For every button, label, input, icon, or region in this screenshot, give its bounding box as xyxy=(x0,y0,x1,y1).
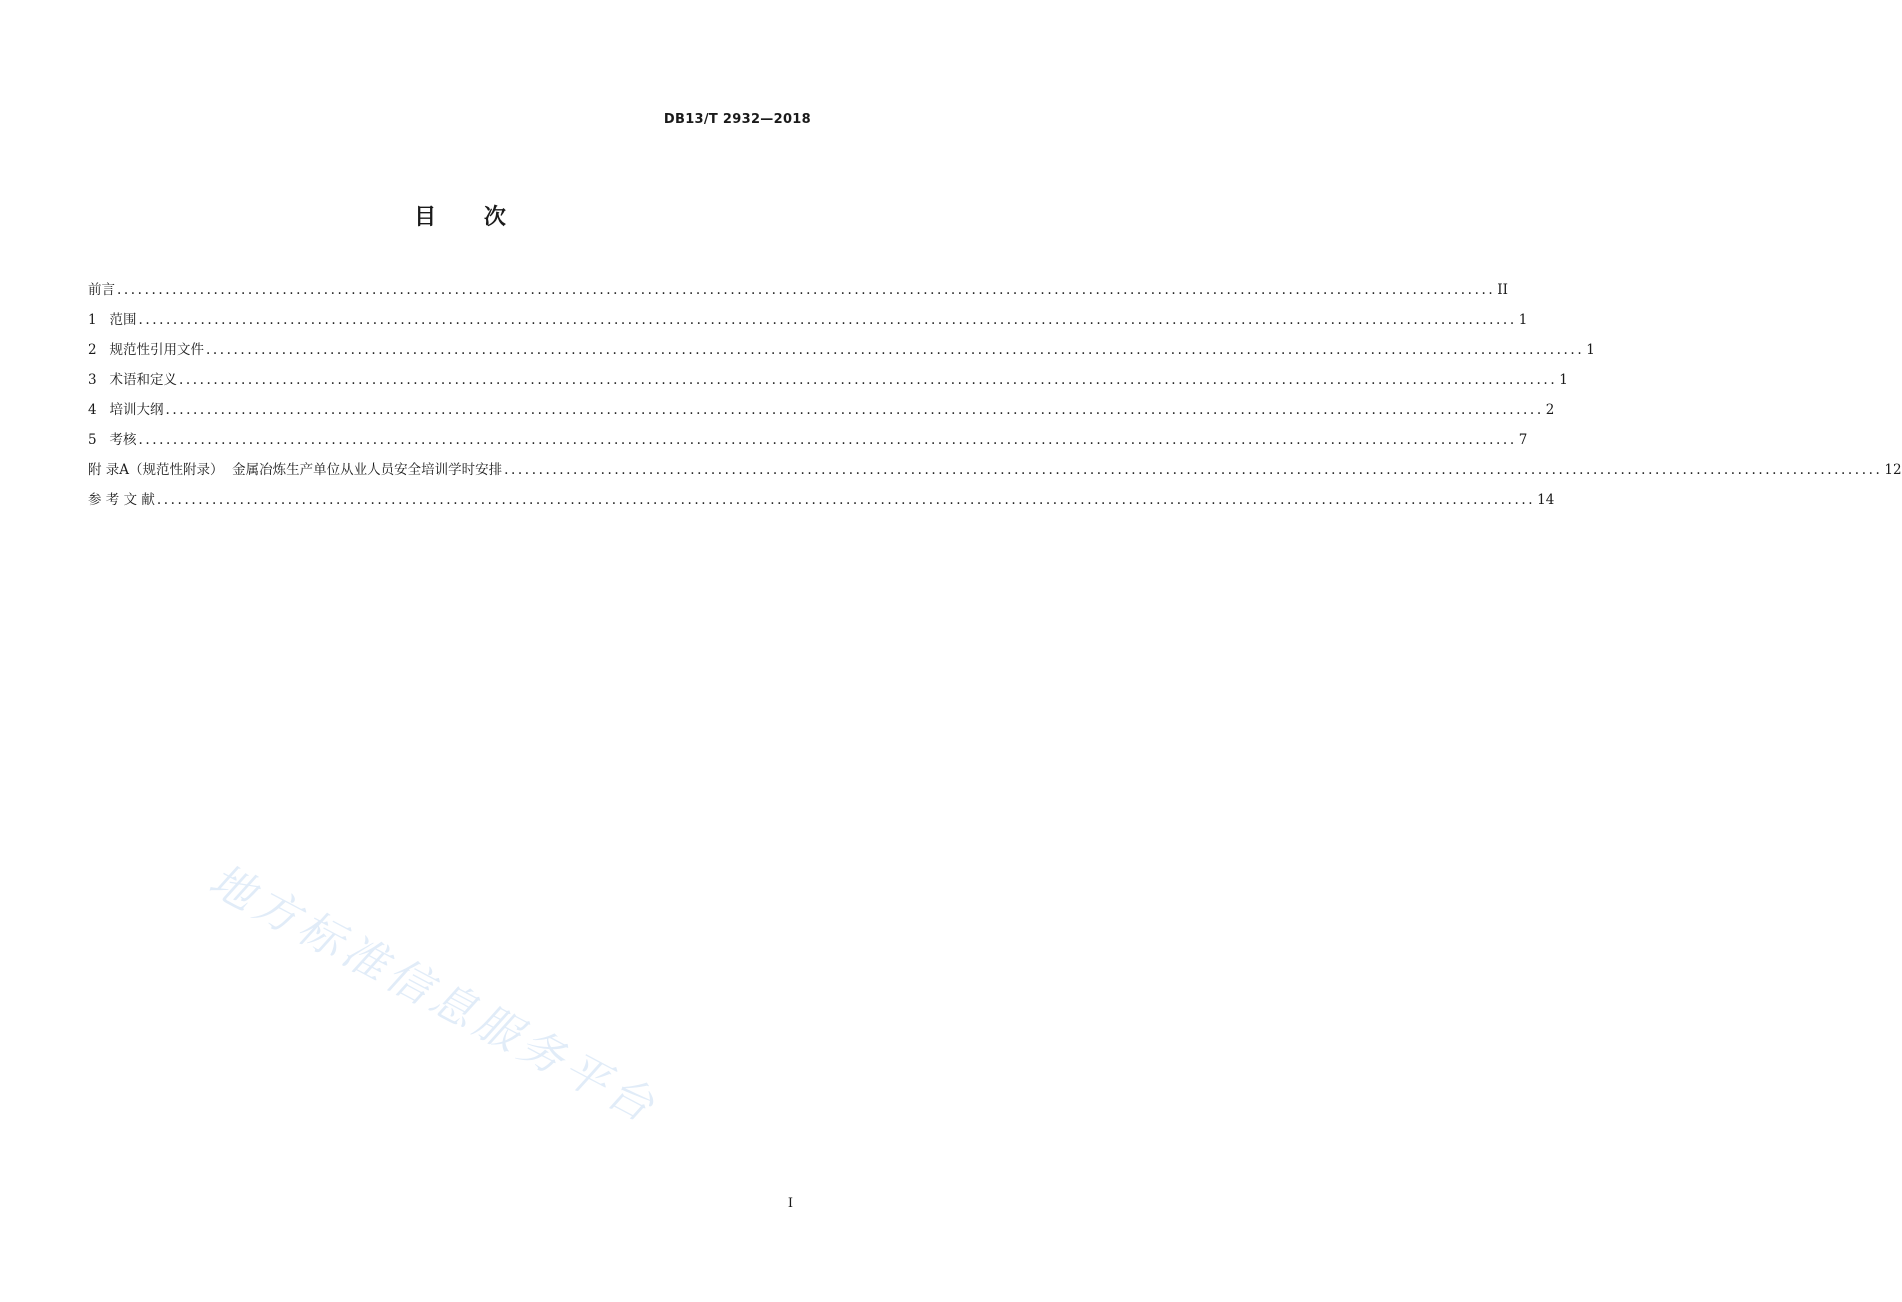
toc-leader-dots: ........................................................................................................................................................................................................ xyxy=(165,402,1544,418)
toc-leader-dots: ........................................................................................................................................................................................................ xyxy=(156,492,1536,508)
toc-leader-dots: ........................................................................................................................................................................................................ xyxy=(138,312,1517,328)
page-number: I xyxy=(787,1196,793,1211)
toc-leader-dots: ........................................................................................................................................................................................................ xyxy=(138,432,1517,448)
toc-entry-page: 2 xyxy=(1545,402,1555,418)
page-title: 目 次 xyxy=(414,205,526,230)
toc-entry-label: 2 规范性引用文件 xyxy=(88,342,204,358)
toc-entry-label: 1 范围 xyxy=(88,312,137,328)
toc-entry-assessment[interactable] xyxy=(88,429,1528,459)
toc-entry-foreword[interactable] xyxy=(88,279,1508,309)
toc-leader-dots: ........................................................................................................................................................................................................ xyxy=(504,462,1883,478)
watermark: 地方标准信息服务平台 xyxy=(200,854,667,1135)
toc-entry-normative-references[interactable] xyxy=(88,339,1595,369)
toc-entry-label: 前言 xyxy=(88,282,115,298)
table-of-contents xyxy=(88,279,1902,519)
toc-entry-appendix-a[interactable] xyxy=(88,459,1902,489)
toc-leader-dots: ........................................................................................................................................................................................................ xyxy=(117,282,1496,298)
toc-entry-label: 4 培训大纲 xyxy=(88,402,164,418)
toc-entry-page: 1 xyxy=(1559,372,1568,388)
toc-entry-page: 7 xyxy=(1518,432,1528,448)
toc-leader-dots: ........................................................................................................................................................................................................ xyxy=(178,372,1558,388)
toc-entry-label: 附 录A（规范性附录） 金属冶炼生产单位从业人员安全培训学时安排 xyxy=(88,462,503,478)
toc-entry-label: 3 术语和定义 xyxy=(88,372,177,388)
toc-entry-training-outline[interactable] xyxy=(88,399,1555,429)
toc-leader-dots: ........................................................................................................................................................................................................ xyxy=(205,342,1585,358)
toc-entry-terms-definitions[interactable] xyxy=(88,369,1568,399)
toc-entry-page: 14 xyxy=(1537,492,1555,508)
toc-entry-scope[interactable] xyxy=(88,309,1528,339)
toc-entry-label: 5 考核 xyxy=(88,432,137,448)
toc-entry-page: 1 xyxy=(1518,312,1528,328)
toc-entry-label: 参 考 文 献 xyxy=(88,492,155,508)
standard-code: DB13/T 2932—2018 xyxy=(663,112,811,127)
toc-entry-page: 1 xyxy=(1586,342,1595,358)
toc-entry-page: II xyxy=(1497,282,1508,298)
toc-entry-page: 12 xyxy=(1884,462,1902,478)
toc-entry-bibliography[interactable] xyxy=(88,489,1555,519)
